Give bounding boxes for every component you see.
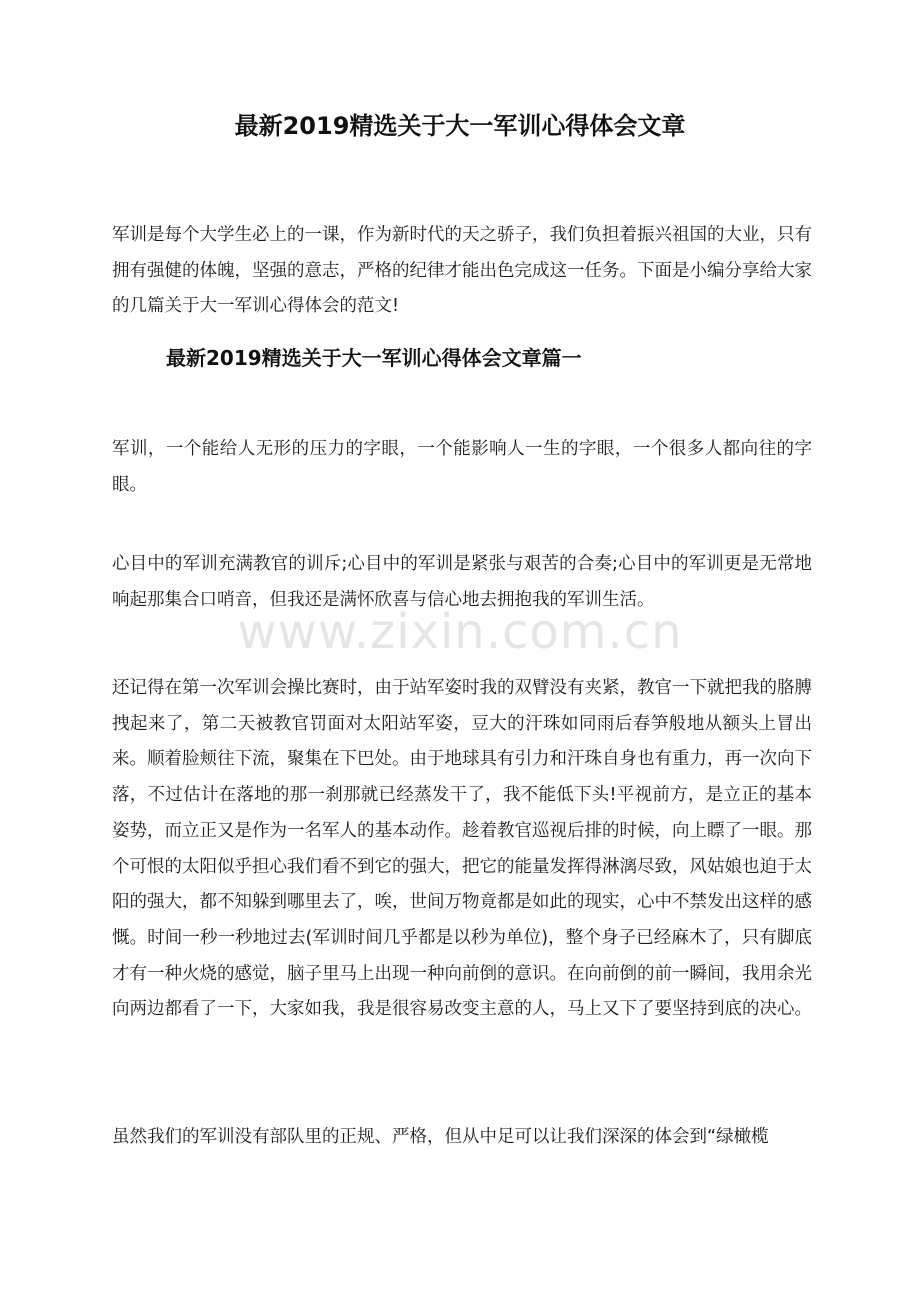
intro-paragraph: 军训是每个大学生必上的一课，作为新时代的天之骄子，我们负担着振兴祖国的大业，只有拥有强健的体魄，坚强的意志，严格的纪律才能出色完成这一任务。下面是小编分享给大家的几篇关于大一军训心得体会的范文!: [112, 225, 812, 317]
body-paragraph-3: 还记得在第一次军训会操比赛时，由于站军姿时我的双臂没有夹紧，教官一下就把我的胳膊拽起来了，第二天被教官罚面对太阳站军姿，豆大的汗珠如同雨后春笋般地从额头上冒出来。顺着脸颊往下流，聚集在下巴处。由于地球具有引力和汗珠自身也有重力，再一次向下落，不过估计在落地的那一刹那就已经蒸发干了，我不能低下头!平视前方，是立正的基本姿势，而立正又是作为一名军人的基本动作。趁着教官巡视后排的时候，向上瞟了一眼。那个可恨的太阳似乎担心我们看不到它的强大，把它的能量发挥得淋漓尽致，风姑娘也迫于太阳的强大，都不知躲到哪里去了，唉，世间万物竟都是如此的现实，心中不禁发出这样的感慨。时间一秒一秒地过去(军训时间几乎都是以秒为单位)，整个身子已经麻木了，只有脚底才有一种火烧的感觉，脑子里马上出现一种向前倒的意识。在向前倒的前一瞬间，我用余光向两边都看了一下，大家如我，我是很容易改变主意的人，马上又下了要坚持到底的决心。: [112, 678, 812, 1020]
body-paragraph-1: 军训，一个能给人无形的压力的字眼，一个能影响人一生的字眼，一个很多人都向往的字眼。: [112, 439, 812, 495]
body-paragraph-4: 虽然我们的军训没有部队里的正规、严格，但从中足可以让我们深深的体会到“绿橄榄: [112, 1127, 769, 1147]
body-paragraph-2: 心目中的军训充满教官的训斥;心目中的军训是紧张与艰苦的合奏;心目中的军训更是无常地响起那集合口哨音，但我还是满怀欣喜与信心地去拥抱我的军训生活。: [112, 554, 812, 610]
document-title: 最新2019精选关于大一军训心得体会文章: [234, 112, 686, 140]
section-heading: 最新2019精选关于大一军训心得体会文章篇一: [166, 346, 582, 370]
site-watermark: www.zixin.com.cn: [237, 604, 683, 660]
